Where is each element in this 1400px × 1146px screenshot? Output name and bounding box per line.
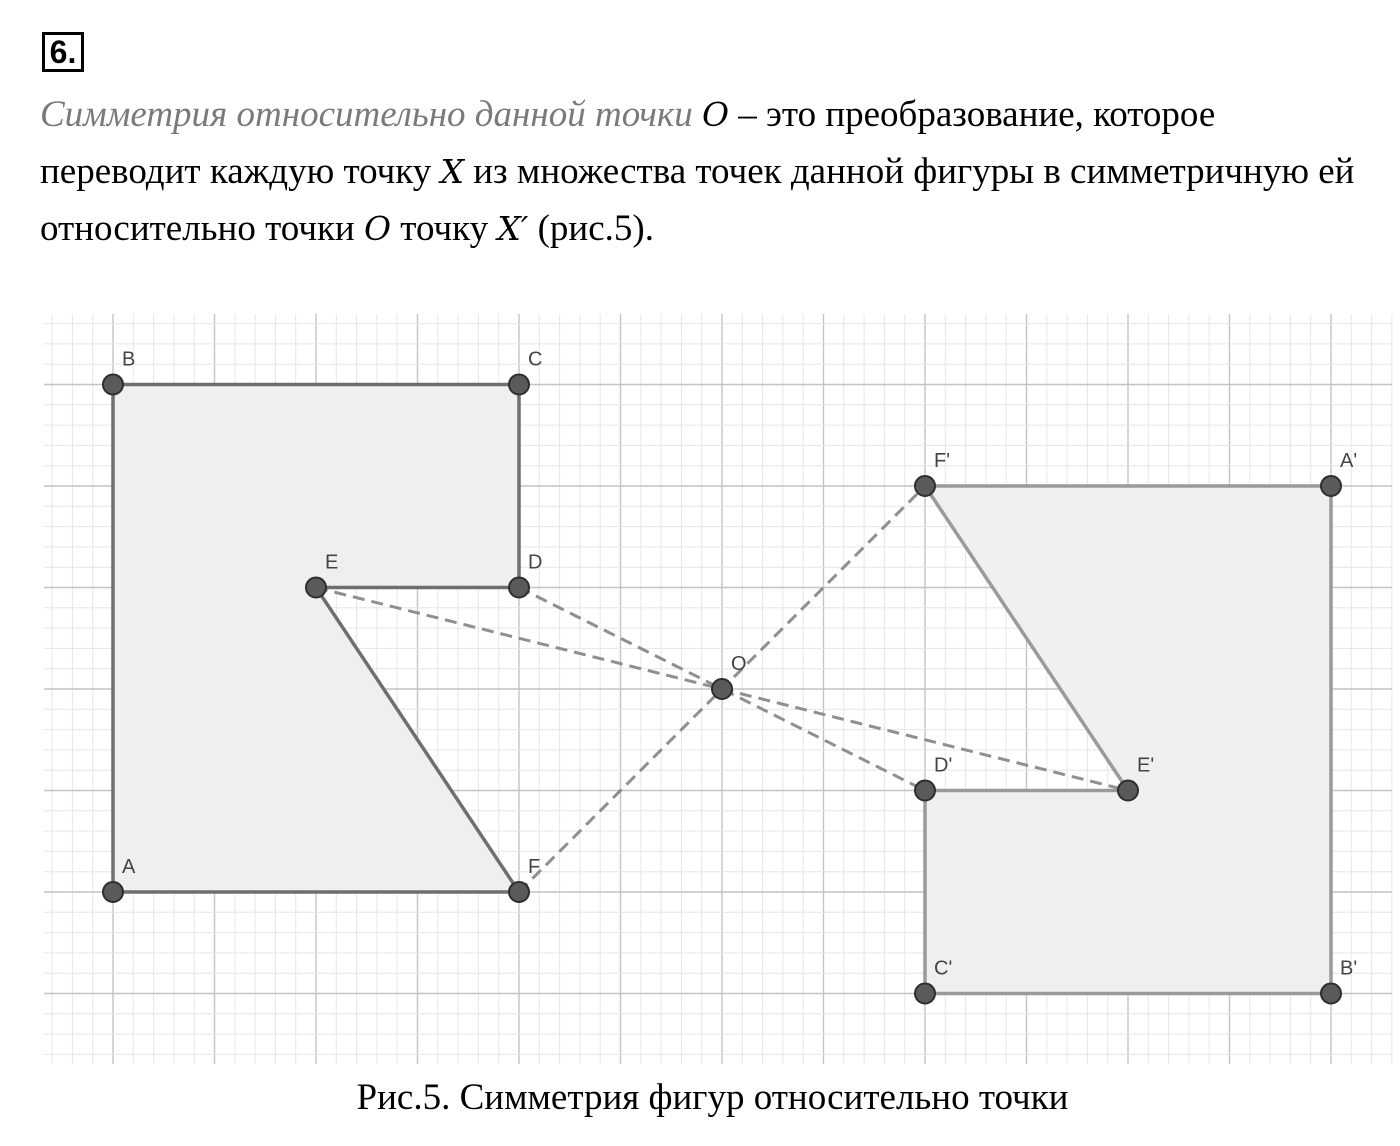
point-E1 bbox=[1118, 781, 1138, 801]
point-label-E: E bbox=[325, 551, 339, 574]
point-label-D: D bbox=[528, 551, 543, 574]
point-E bbox=[306, 578, 326, 598]
figure-caption: Рис.5. Симметрия фигур относительно точки bbox=[356, 1077, 1069, 1118]
point-label-B1: B' bbox=[1340, 957, 1358, 980]
point-label-A: A bbox=[122, 856, 136, 878]
point-O bbox=[712, 679, 732, 699]
point-D bbox=[509, 578, 529, 598]
point-label-D1: D' bbox=[934, 754, 953, 777]
point-F bbox=[509, 882, 529, 902]
point-A bbox=[103, 882, 123, 902]
point-x-prime-symbol: X′ bbox=[497, 209, 529, 248]
point-B1 bbox=[1321, 984, 1341, 1004]
point-x-symbol: X bbox=[440, 152, 464, 191]
point-label-C1: C' bbox=[934, 957, 953, 980]
paragraph-part1: – это преобразование, которое переводит каждую точку bbox=[40, 94, 1216, 192]
point-o-symbol: O bbox=[701, 95, 730, 134]
point-F1 bbox=[915, 476, 935, 496]
point-D1 bbox=[915, 781, 935, 801]
term-text: Симметрия относительно данной точки bbox=[40, 94, 693, 135]
point-o-symbol-2: O bbox=[363, 209, 392, 248]
point-B bbox=[103, 375, 123, 395]
definition-paragraph bbox=[40, 86, 1380, 257]
point-label-A1: A' bbox=[1340, 450, 1358, 472]
point-label-F1: F' bbox=[934, 450, 951, 472]
task-number: 6. bbox=[42, 32, 84, 72]
point-C bbox=[509, 375, 529, 395]
point-label-O: O bbox=[731, 653, 747, 675]
paragraph-part2: из множества точек данной фигуры в симметричную ей относительно точки bbox=[40, 151, 1355, 249]
paragraph-part3: точку bbox=[391, 208, 498, 249]
point-C1 bbox=[915, 984, 935, 1004]
symmetry-figure bbox=[0, 300, 1400, 1070]
point-label-F: F bbox=[528, 856, 541, 878]
point-label-C: C bbox=[528, 348, 543, 371]
point-A1 bbox=[1321, 476, 1341, 496]
paragraph-part4: (рис.5). bbox=[528, 208, 654, 249]
point-label-E1: E' bbox=[1137, 754, 1155, 777]
point-label-B: B bbox=[122, 348, 136, 371]
